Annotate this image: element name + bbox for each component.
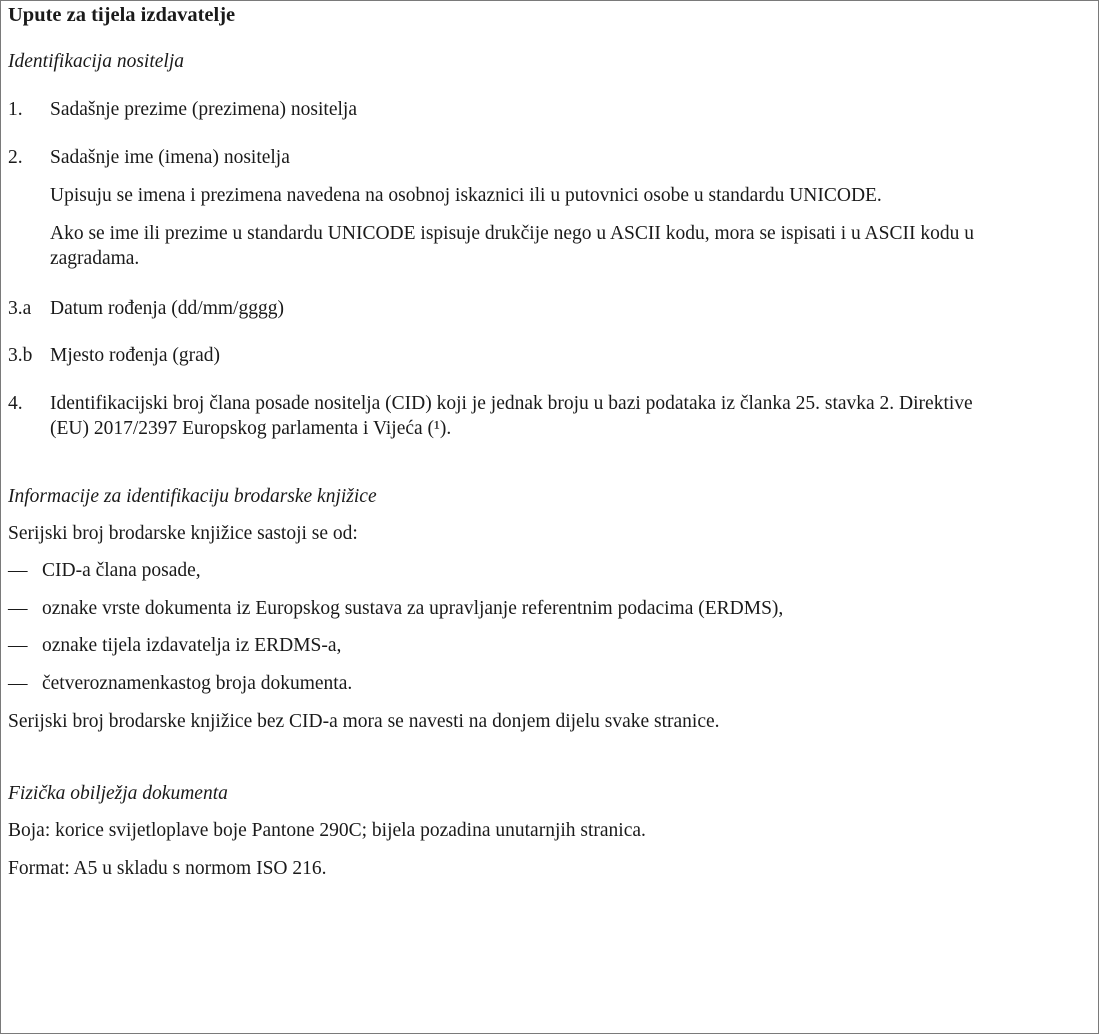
physical-format: Format: A5 u skladu s normom ISO 216. <box>8 858 327 879</box>
bullet-item: oznake tijela izdavatelja iz ERDMS-a, <box>42 635 342 656</box>
dash: — <box>8 560 28 581</box>
item-text: Datum rođenja (dd/mm/gggg) <box>50 298 284 319</box>
item-number: 4. <box>8 393 23 414</box>
item-text-line1: Identifikacijski broj člana posade nositelja (CID) koji je jednak broju u bazi podataka iz članka 25. stavka 2. Direktive <box>50 393 973 414</box>
section-heading-identification: Identifikacija nositelja <box>8 51 185 72</box>
booklet-outro: Serijski broj brodarske knjižice bez CID-a mora se navesti na donjem dijelu svake stranice. <box>8 711 720 732</box>
booklet-intro: Serijski broj brodarske knjižice sastoji se od: <box>8 523 358 544</box>
note-unicode: Upisuju se imena i prezimena navedena na osobnoj iskaznici ili u putovnici osobe u standardu UNICODE. <box>50 185 882 206</box>
dash: — <box>8 598 28 619</box>
item-text: Mjesto rođenja (grad) <box>50 345 221 366</box>
item-text-line2: (EU) 2017/2397 Europskog parlamenta i Vijeća (¹). <box>50 418 452 439</box>
dash: — <box>8 673 28 694</box>
section-heading-physical: Fizička obilježja dokumenta <box>8 783 228 804</box>
item-number: 3.a <box>8 298 32 319</box>
item-number: 2. <box>8 147 23 168</box>
note-ascii-line2: zagradama. <box>50 248 140 269</box>
item-text: Sadašnje prezime (prezimena) nositelja <box>50 99 357 120</box>
physical-colour: Boja: korice svijetloplave boje Pantone 290C; bijela pozadina unutarnjih stranica. <box>8 820 646 841</box>
dash: — <box>8 635 28 656</box>
section-heading-booklet: Informacije za identifikaciju brodarske knjižice <box>8 486 377 507</box>
bullet-item: CID-a člana posade, <box>42 560 201 581</box>
document-title: Upute za tijela izdavatelje <box>8 4 236 26</box>
item-number: 3.b <box>8 345 33 366</box>
bullet-item: četveroznamenkastog broja dokumenta. <box>42 673 353 694</box>
bullet-item: oznake vrste dokumenta iz Europskog sustava za upravljanje referentnim podacima (ERDMS), <box>42 598 784 619</box>
item-text: Sadašnje ime (imena) nositelja <box>50 147 290 168</box>
item-number: 1. <box>8 99 23 120</box>
note-ascii-line1: Ako se ime ili prezime u standardu UNICODE ispisuje drukčije nego u ASCII kodu, mora se ispisati i u ASCII kodu u <box>50 223 974 244</box>
